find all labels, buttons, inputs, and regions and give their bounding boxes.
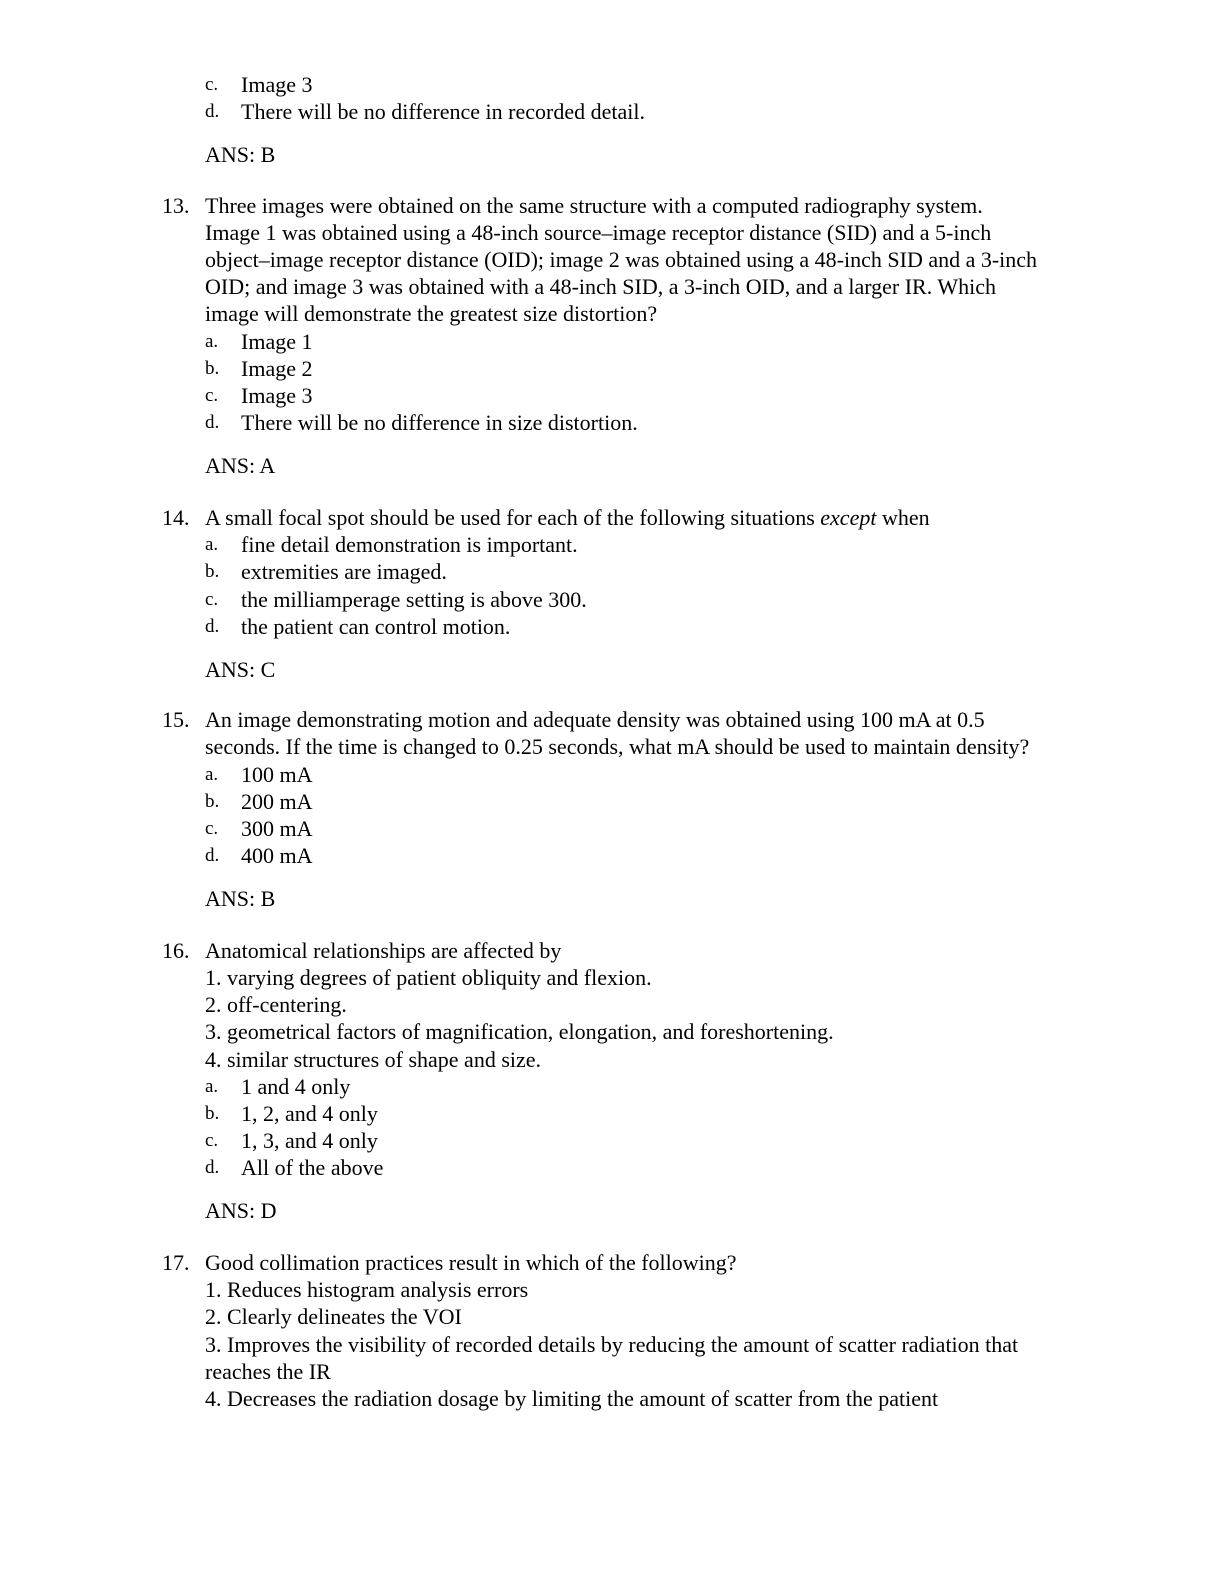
question-stem-line: An image demonstrating motion and adequate density was obtained using 100 mA at 0.5 bbox=[205, 707, 985, 732]
option-letter: a. bbox=[205, 534, 219, 555]
answer-key: ANS: A bbox=[205, 453, 276, 478]
question-stem-line: reaches the IR bbox=[205, 1359, 331, 1384]
option-text: Image 1 bbox=[241, 329, 313, 354]
option-text: Image 3 bbox=[241, 72, 313, 97]
question-stem-line: 1. Reduces histogram analysis errors bbox=[205, 1277, 529, 1302]
option-text: There will be no difference in recorded detail. bbox=[241, 99, 645, 124]
option-text: Image 3 bbox=[241, 383, 313, 408]
option-letter: b. bbox=[205, 791, 220, 812]
option-text: 1, 3, and 4 only bbox=[241, 1128, 378, 1153]
option-text: 300 mA bbox=[241, 816, 313, 841]
option-letter: c. bbox=[205, 74, 219, 95]
answer-key: ANS: B bbox=[205, 142, 276, 167]
option-letter: a. bbox=[205, 331, 219, 352]
question-stem-line: 3. Improves the visibility of recorded details by reducing the amount of scatter radiation that bbox=[205, 1332, 1019, 1357]
option-text: the patient can control motion. bbox=[241, 614, 511, 639]
stem-emphasis: except bbox=[820, 505, 877, 530]
option-letter: d. bbox=[205, 616, 220, 637]
option-letter: c. bbox=[205, 818, 219, 839]
question-stem-line: OID; and image 3 was obtained with a 48-inch SID, a 3-inch OID, and a larger IR. Which bbox=[205, 274, 996, 299]
option-letter: c. bbox=[205, 589, 219, 610]
option-text: 100 mA bbox=[241, 762, 313, 787]
question-stem-line: Image 1 was obtained using a 48-inch source–image receptor distance (SID) and a 5-inch bbox=[205, 220, 992, 245]
stem-text: when bbox=[876, 505, 930, 530]
question-stem-line: 2. off-centering. bbox=[205, 992, 347, 1017]
option-text: extremities are imaged. bbox=[241, 559, 447, 584]
question-stem-line: 1. varying degrees of patient obliquity and flexion. bbox=[205, 965, 652, 990]
question-number: 15. bbox=[162, 707, 190, 732]
option-text: 200 mA bbox=[241, 789, 313, 814]
question-number: 14. bbox=[162, 505, 190, 530]
option-letter: b. bbox=[205, 561, 220, 582]
question-stem-line: Anatomical relationships are affected by bbox=[205, 938, 562, 963]
question-number: 17. bbox=[162, 1250, 190, 1275]
option-letter: d. bbox=[205, 101, 220, 122]
option-letter: d. bbox=[205, 845, 220, 866]
question-stem-line: Good collimation practices result in which of the following? bbox=[205, 1250, 737, 1275]
question-stem-line: 3. geometrical factors of magnification, elongation, and foreshortening. bbox=[205, 1019, 834, 1044]
question-stem-line: 4. Decreases the radiation dosage by limiting the amount of scatter from the patient bbox=[205, 1386, 939, 1411]
option-letter: b. bbox=[205, 358, 220, 379]
option-text: 400 mA bbox=[241, 843, 313, 868]
option-letter: d. bbox=[205, 1157, 220, 1178]
stem-text: A small focal spot should be used for each of the following situations bbox=[205, 505, 821, 530]
question-stem-line: 2. Clearly delineates the VOI bbox=[205, 1304, 462, 1329]
option-text: 1, 2, and 4 only bbox=[241, 1101, 378, 1126]
option-letter: c. bbox=[205, 1130, 219, 1151]
answer-key: ANS: C bbox=[205, 657, 276, 682]
option-text: the milliamperage setting is above 300. bbox=[241, 587, 587, 612]
question-number: 16. bbox=[162, 938, 190, 963]
option-letter: b. bbox=[205, 1103, 220, 1124]
option-letter: d. bbox=[205, 412, 220, 433]
option-text: Image 2 bbox=[241, 356, 313, 381]
question-stem-line: object–image receptor distance (OID); image 2 was obtained using a 48-inch SID and a 3-inch bbox=[205, 247, 1038, 272]
option-letter: c. bbox=[205, 385, 219, 406]
question-stem-line bbox=[205, 504, 930, 531]
answer-key: ANS: B bbox=[205, 886, 276, 911]
option-text: 1 and 4 only bbox=[241, 1074, 351, 1099]
question-number: 13. bbox=[162, 193, 190, 218]
question-stem-line: image will demonstrate the greatest size distortion? bbox=[205, 301, 658, 326]
question-stem-line: Three images were obtained on the same structure with a computed radiography system. bbox=[205, 193, 983, 218]
question-stem-line: seconds. If the time is changed to 0.25 seconds, what mA should be used to maintain density? bbox=[205, 734, 1030, 759]
option-letter: a. bbox=[205, 1076, 219, 1097]
option-text: All of the above bbox=[241, 1155, 384, 1180]
option-text: There will be no difference in size distortion. bbox=[241, 410, 638, 435]
answer-key: ANS: D bbox=[205, 1198, 277, 1223]
question-stem-line: 4. similar structures of shape and size. bbox=[205, 1047, 542, 1072]
option-letter: a. bbox=[205, 764, 219, 785]
option-text: fine detail demonstration is important. bbox=[241, 532, 578, 557]
